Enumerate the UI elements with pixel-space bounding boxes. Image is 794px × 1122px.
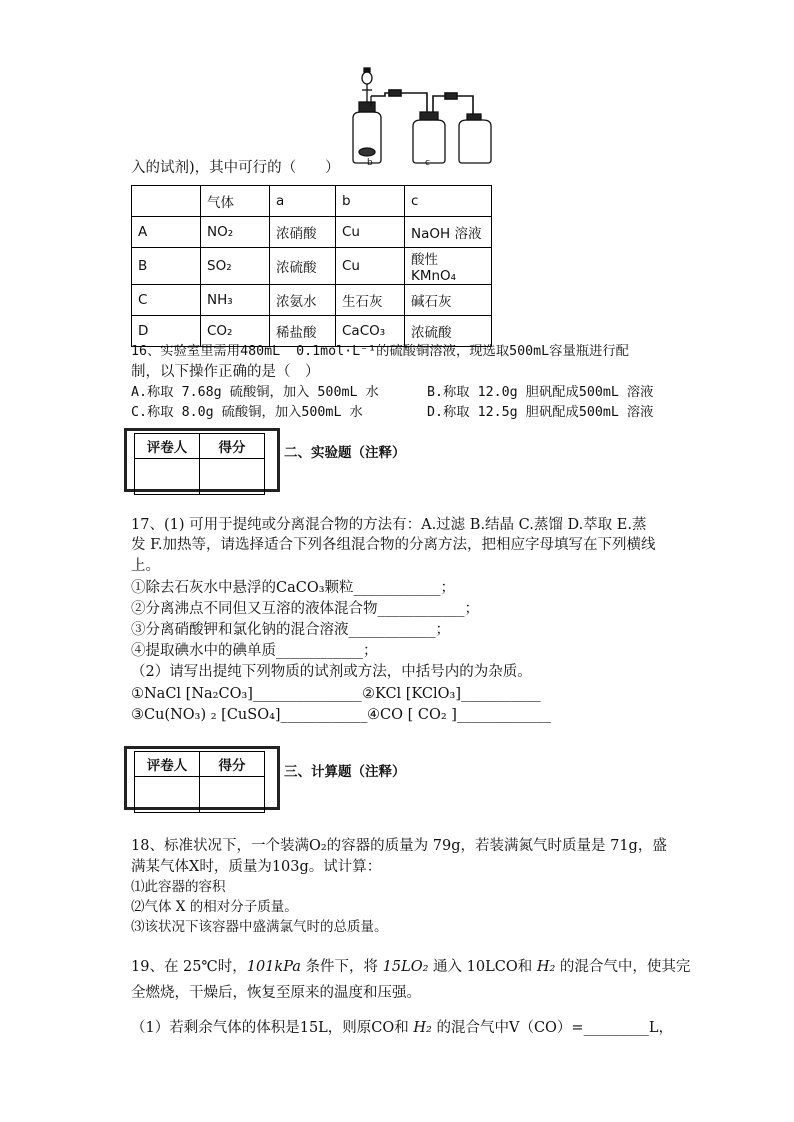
q18-line-1: 18、标准状况下，一个装满O₂的容器的质量为 79g，若装满氮气时质量是 71g，盛 — [131, 838, 667, 854]
q17-item-4: ④提取碘水中的碘单质____________； — [131, 643, 378, 659]
reviewer-field[interactable] — [135, 459, 200, 495]
grader-entry-row — [135, 459, 265, 495]
q17-item-1: ①除去石灰水中悬浮的CaCO₃颗粒____________； — [131, 580, 456, 596]
grader-header-row — [135, 752, 265, 777]
table-row — [132, 285, 492, 316]
q19-part1-text-a: （1）若剩余气体的体积是15L，则原CO和 — [131, 1020, 414, 1036]
reviewer-label: 评卷人 — [135, 434, 200, 459]
q19-oxygen-volume: 15LO₂ — [382, 959, 429, 975]
label-c: c — [425, 158, 430, 168]
q17-p2-item-2: ②KCl [KClO₃]___________ — [362, 686, 541, 702]
grader-table — [134, 433, 265, 495]
bottle-c — [413, 112, 445, 163]
table-cell: 浓氨水 — [270, 285, 336, 316]
score-label: 得分 — [200, 434, 265, 459]
bottle-b — [353, 96, 381, 163]
grader-box — [124, 428, 280, 492]
q17-line-2: 发 F.加热等，请选择适合下列各组混合物的分离方法，把相应字母填写在下列横线 — [131, 537, 656, 553]
header-cell: a — [270, 186, 336, 217]
grader-entry-row — [135, 777, 265, 813]
reviewer-field[interactable] — [135, 777, 200, 813]
table-cell: CO₂ — [201, 316, 270, 347]
q16-option-a: A.称取 7.68g 硫酸铜，加入 500mL 水 — [131, 385, 379, 400]
q19-text-c: 通入 10LCO和 — [428, 959, 537, 975]
q17-part-2: （2）请写出提纯下列物质的试剂或方法，中括号内的为杂质。 — [131, 664, 532, 680]
table-cell: 浓硝酸 — [270, 217, 336, 248]
q19-pressure: 101kPa — [246, 959, 301, 975]
table-row — [132, 248, 492, 285]
table-cell: C — [132, 285, 201, 316]
q17-line-1: 17、(1) 可用于提纯或分离混合物的方法有：A.过滤 B.结晶 C.蒸馏 D.萃取 E.蒸 — [131, 517, 647, 533]
table-cell: 碱石灰 — [405, 285, 492, 316]
score-field[interactable] — [200, 777, 265, 813]
header-cell — [132, 186, 201, 217]
grader-header-row — [135, 434, 265, 459]
q19-text-b: 条件下，将 — [300, 959, 383, 975]
header-cell: b — [336, 186, 405, 217]
score-label: 得分 — [200, 752, 265, 777]
gas-apparatus-diagram — [345, 66, 505, 166]
header-cell: c — [405, 186, 492, 217]
q19-part1-text-b: 的混合气中V（CO）=_________L， — [431, 1020, 673, 1036]
q19-line-2: 全燃烧，干燥后，恢复至原来的温度和压强。 — [131, 985, 421, 1001]
table-cell: 生石灰 — [336, 285, 405, 316]
q17-line-3: 上。 — [131, 558, 160, 574]
q16-option-d: D.称取 12.5g 胆矾配成500mL 溶液 — [427, 405, 654, 420]
reviewer-label: 评卷人 — [135, 752, 200, 777]
q17-p2-item-3: ③Cu(NO₃) ₂ [CuSO₄]____________ — [131, 707, 368, 723]
table-cell: NO₂ — [201, 217, 270, 248]
section-title-calculation: 三、计算题（注释） — [284, 764, 406, 780]
q18-line-2: 满某气体X时，质量为103g。试计算： — [131, 859, 382, 875]
header-cell: 气体 — [201, 186, 270, 217]
q19-text-d: 的混合气中，使其完 — [555, 959, 691, 975]
q16-stem-1: 16、实验室里需用480mL 0.1mol·L⁻¹的硫酸铜溶液，现选取500mL容量瓶进行配 — [131, 344, 629, 359]
table-cell: D — [132, 316, 201, 347]
label-b: b — [367, 158, 373, 168]
q15-options-table — [131, 185, 492, 347]
table-cell: Cu — [336, 217, 405, 248]
table-row — [132, 217, 492, 248]
table-cell: 浓硫酸 — [405, 316, 492, 347]
q18-item-1: ⑴此容器的容积 — [131, 879, 226, 895]
grader-box — [124, 746, 280, 810]
q19-part1-h2: H₂ — [413, 1020, 432, 1036]
section-title-experiment: 二、实验题（注释） — [284, 445, 406, 461]
q17-p2-item-4: ④CO [ CO₂ ]_____________ — [367, 707, 552, 723]
table-cell: 浓硫酸 — [270, 248, 336, 285]
score-field[interactable] — [200, 459, 265, 495]
grader-table — [134, 751, 265, 813]
q19-part-1 — [131, 1018, 673, 1038]
q17-p2-item-1: ①NaCl [Na₂CO₃]_______________ — [131, 686, 362, 702]
q19-text-a: 19、在 25℃时， — [131, 959, 247, 975]
table-cell: 酸性 KMnO₄ — [405, 248, 492, 285]
q17-item-2: ②分离沸点不同但又互溶的液体混合物____________； — [131, 601, 479, 617]
q15-intro: 入的试剂)，其中可行的（ ） — [131, 160, 340, 176]
table-cell: B — [132, 248, 201, 285]
table-cell: A — [132, 217, 201, 248]
q17-item-3: ③分离硝酸钾和氯化钠的混合溶液____________； — [131, 622, 450, 638]
table-cell: SO₂ — [201, 248, 270, 285]
q16-option-b: B.称取 12.0g 胆矾配成500mL 溶液 — [427, 385, 654, 400]
table-cell: Cu — [336, 248, 405, 285]
q19-line-1 — [131, 957, 690, 977]
bottle-right — [459, 114, 491, 163]
q16-stem-2: 制，以下操作正确的是（ ） — [131, 364, 320, 380]
q19-h2-formula: H₂ — [536, 959, 556, 975]
q18-item-2: ⑵气体 X 的相对分子质量。 — [131, 899, 298, 915]
q18-item-3: ⑶该状况下该容器中盛满氯气时的总质量。 — [131, 919, 388, 935]
table-header-row — [132, 186, 492, 217]
q16-option-c: C.称取 8.0g 硫酸铜，加入500mL 水 — [131, 405, 363, 420]
table-cell: NH₃ — [201, 285, 270, 316]
table-cell: NaOH 溶液 — [405, 217, 492, 248]
table-cell: CaCO₃ — [336, 316, 405, 347]
table-cell: 稀盐酸 — [270, 316, 336, 347]
